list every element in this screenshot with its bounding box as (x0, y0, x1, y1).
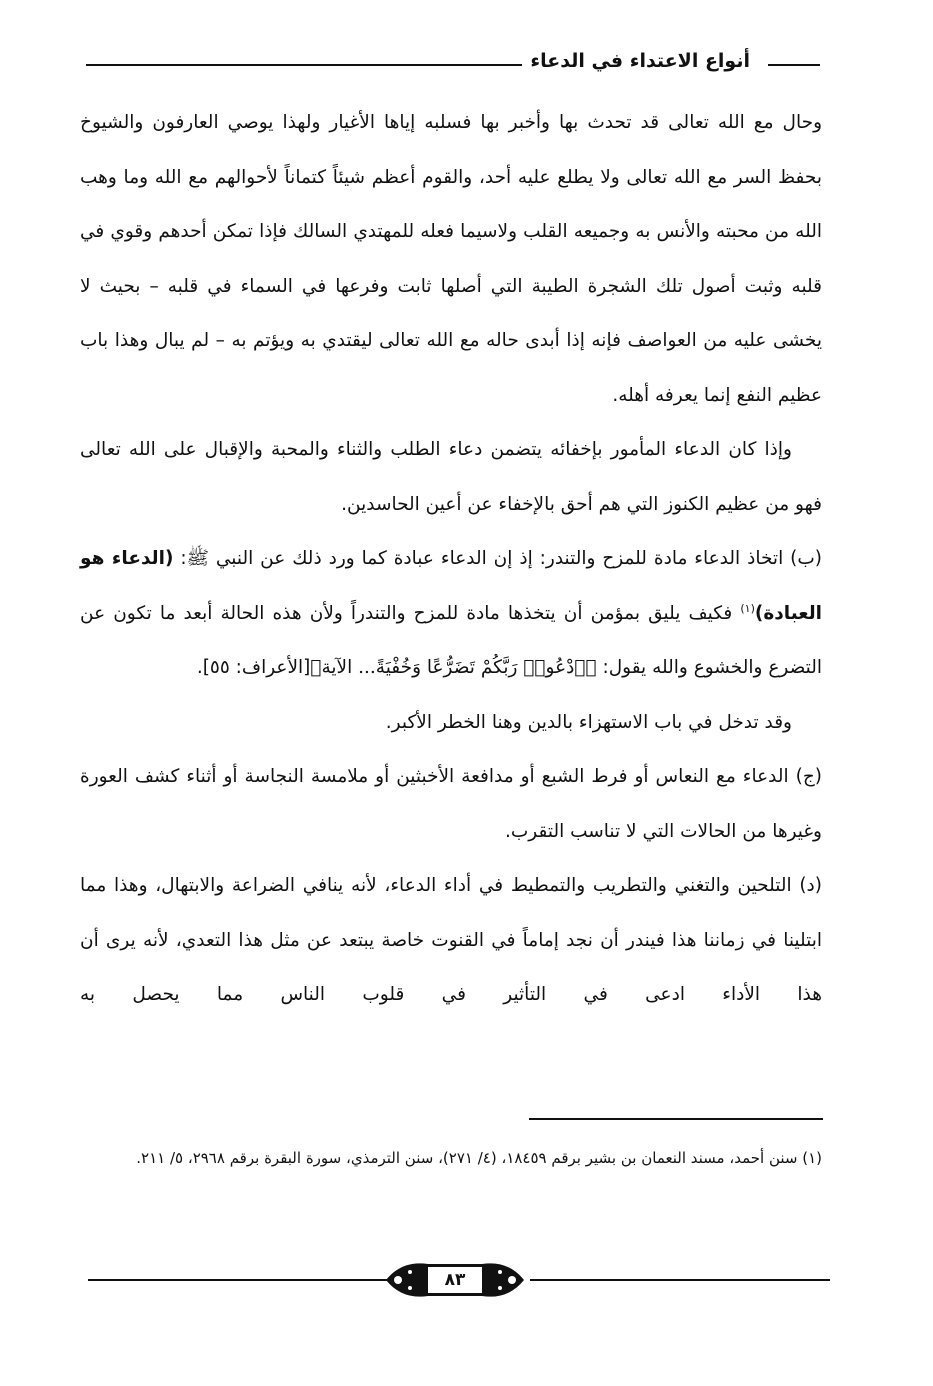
paragraph-3-part2: فكيف يليق بمؤمن أن يتخذها مادة للمزح والتندراً ولأن هذه الحالة أبعد ما تكون عن التضرع والخشوع والله يقول: (80, 602, 822, 678)
paragraph-5: (ج) الدعاء مع النعاس أو فرط الشبع أو مدافعة الأخبثين أو ملامسة النجاسة أو أثناء كشف العورة وغيرها من الحالات التي لا تناسب التقرب. (80, 766, 822, 842)
quran-verse: ﴿ٱدْعُوا۟ رَبَّكُمْ تَضَرُّعًا وَخُفْيَةً... الآية﴾ (310, 657, 597, 678)
page-number-rule-left (88, 1279, 388, 1281)
footnote-separator (529, 1118, 823, 1120)
paragraph-4: وقد تدخل في باب الاستهزاء بالدين وهنا الخطر الأكبر. (385, 711, 792, 733)
running-header (86, 48, 820, 76)
paragraph-2: وإذا كان الدعاء المأمور بإخفائه يتضمن دعاء الطلب والثناء والمحبة والإقبال على الله تعالى فهو من عظيم الكنوز التي هم أحق بالإخفاء عن أعين الحاسدين. (80, 439, 822, 515)
verse-reference: [الأعراف: ٥٥]. (196, 657, 311, 678)
header-title: أنواع الاعتداء في الدعاء (522, 48, 758, 74)
footnote-1: (١) سنن أحمد، مسند النعمان بن بشير برقم ١٨٤٥٩، (٤/ ٢٧١)، سنن الترمذي، سورة البقرة برقم ٢٩٦٨، ٥/ ٢١١. (136, 1149, 822, 1167)
page-number-rule-right (530, 1279, 830, 1281)
paragraph-6: (د) التلحين والتغني والتطريب والتمطيط في أداء الدعاء، لأنه ينافي الضراعة والابتهال، وهذا مما ابتلينا في زماننا هذا فيندر أن نجد إماماً في القنوت خاصة يبتعد عن مثل هذا التعدي، لأنه يرى أن هذا الأداء ادعى في التأثير في قلوب الناس مما يحصل به (80, 875, 822, 1005)
header-rule-right (768, 64, 820, 66)
page-number-bar (88, 1258, 830, 1302)
header-rule-left (86, 64, 536, 66)
page-number: ٨٣ (426, 1265, 484, 1295)
paragraph-3-part1: (ب) اتخاذ الدعاء مادة للمزح والتندر: إذ إن الدعاء عبادة كما ورد ذلك عن النبي ﷺ: (173, 548, 822, 569)
paragraph-1: وحال مع الله تعالى قد تحدث بها وأخبر بها فسلبه إياها الأغيار ولهذا يوصي العارفون والشيوخ بحفظ السر مع الله تعالى ولا يطلع عليه أحد، والقوم أعظم شيئاً كتماناً لأحوالهم مع الله وما وهب الله من محبته والأنس به وجميعه القلب ولاسيما فعله للمهتدي السالك فإذا تمكن أحدهم وقوي في قلبه وثبت أصول تلك الشجرة الطيبة التي أصلها ثابت وفرعها في السماء في قلبه – بحيث لا يخشى عليه من العواصف فإنه إذا أبدى حاله مع الله تعالى ليقتدي به ويؤتم به – لم يبال وهذا باب عظيم النفع إنما يعرفه أهله. (80, 112, 822, 406)
footnote (80, 1140, 822, 1176)
hadith-quote: (الدعاء هو العبادة) (80, 548, 822, 624)
footnote-ref[interactable]: (١) (740, 601, 755, 615)
page-number-ornament (380, 1258, 530, 1302)
main-text (80, 96, 822, 1023)
paragraph-3 (80, 532, 822, 696)
